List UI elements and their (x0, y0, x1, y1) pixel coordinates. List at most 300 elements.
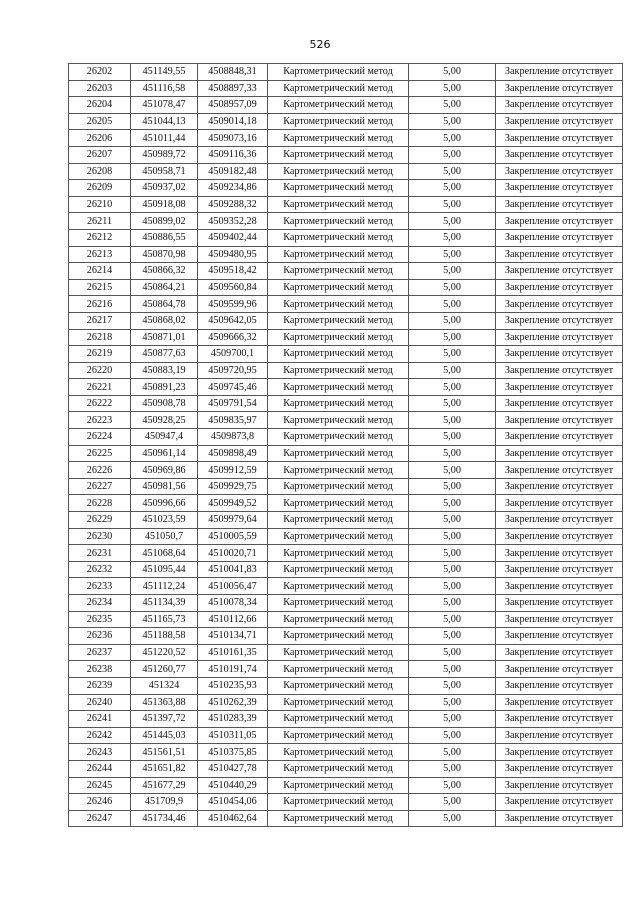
x-coordinate-cell: 450908,78 (131, 395, 198, 412)
accuracy-cell: 5,00 (409, 495, 496, 512)
table-row (69, 595, 623, 612)
table-row (69, 362, 623, 379)
x-coordinate-cell: 450886,55 (131, 229, 198, 246)
y-coordinate-cell: 4509642,05 (198, 312, 268, 329)
x-coordinate-cell: 451260,77 (131, 661, 198, 678)
x-coordinate-cell: 451324 (131, 677, 198, 694)
x-coordinate-cell: 451149,55 (131, 64, 198, 81)
y-coordinate-cell: 4509480,95 (198, 246, 268, 263)
accuracy-cell: 5,00 (409, 180, 496, 197)
fixing-cell: Закрепление отсутствует (496, 445, 623, 462)
table-row (69, 346, 623, 363)
method-cell: Картометрический метод (268, 711, 409, 728)
x-coordinate-cell: 451050,7 (131, 528, 198, 545)
fixing-cell: Закрепление отсутствует (496, 545, 623, 562)
method-cell: Картометрический метод (268, 644, 409, 661)
fixing-cell: Закрепление отсутствует (496, 611, 623, 628)
accuracy-cell: 5,00 (409, 611, 496, 628)
table-row (69, 694, 623, 711)
table-row (69, 412, 623, 429)
accuracy-cell: 5,00 (409, 213, 496, 230)
x-coordinate-cell: 451445,03 (131, 727, 198, 744)
x-coordinate-cell: 451165,73 (131, 611, 198, 628)
table-row (69, 760, 623, 777)
table-row (69, 180, 623, 197)
table-row (69, 64, 623, 81)
accuracy-cell: 5,00 (409, 462, 496, 479)
point-number-cell: 26228 (69, 495, 131, 512)
y-coordinate-cell: 4509014,18 (198, 113, 268, 130)
accuracy-cell: 5,00 (409, 296, 496, 313)
accuracy-cell: 5,00 (409, 744, 496, 761)
point-number-cell: 26214 (69, 263, 131, 280)
point-number-cell: 26204 (69, 97, 131, 114)
table-row (69, 711, 623, 728)
method-cell: Картометрический метод (268, 97, 409, 114)
method-cell: Картометрический метод (268, 395, 409, 412)
table-row (69, 744, 623, 761)
y-coordinate-cell: 4510078,34 (198, 595, 268, 612)
accuracy-cell: 5,00 (409, 80, 496, 97)
accuracy-cell: 5,00 (409, 644, 496, 661)
x-coordinate-cell: 450870,98 (131, 246, 198, 263)
point-number-cell: 26203 (69, 80, 131, 97)
x-coordinate-cell: 451561,51 (131, 744, 198, 761)
method-cell: Картометрический метод (268, 130, 409, 147)
y-coordinate-cell: 4509898,49 (198, 445, 268, 462)
method-cell: Картометрический метод (268, 628, 409, 645)
accuracy-cell: 5,00 (409, 395, 496, 412)
fixing-cell: Закрепление отсутствует (496, 279, 623, 296)
page-number: 526 (309, 38, 331, 51)
point-number-cell: 26241 (69, 711, 131, 728)
x-coordinate-cell: 451651,82 (131, 760, 198, 777)
method-cell: Картометрический метод (268, 263, 409, 280)
method-cell: Картометрический метод (268, 578, 409, 595)
point-number-cell: 26231 (69, 545, 131, 562)
x-coordinate-cell: 450961,14 (131, 445, 198, 462)
fixing-cell: Закрепление отсутствует (496, 362, 623, 379)
fixing-cell: Закрепление отсутствует (496, 628, 623, 645)
method-cell: Картометрический метод (268, 512, 409, 529)
accuracy-cell: 5,00 (409, 412, 496, 429)
point-number-cell: 26217 (69, 312, 131, 329)
accuracy-cell: 5,00 (409, 727, 496, 744)
y-coordinate-cell: 4510235,93 (198, 677, 268, 694)
accuracy-cell: 5,00 (409, 578, 496, 595)
method-cell: Картометрический метод (268, 727, 409, 744)
point-number-cell: 26246 (69, 794, 131, 811)
fixing-cell: Закрепление отсутствует (496, 760, 623, 777)
method-cell: Картометрический метод (268, 528, 409, 545)
accuracy-cell: 5,00 (409, 561, 496, 578)
x-coordinate-cell: 450864,21 (131, 279, 198, 296)
y-coordinate-cell: 4510112,66 (198, 611, 268, 628)
method-cell: Картометрический метод (268, 279, 409, 296)
y-coordinate-cell: 4510454,06 (198, 794, 268, 811)
method-cell: Картометрический метод (268, 744, 409, 761)
accuracy-cell: 5,00 (409, 97, 496, 114)
table-row (69, 777, 623, 794)
point-number-cell: 26234 (69, 595, 131, 612)
fixing-cell: Закрепление отсутствует (496, 395, 623, 412)
table-row (69, 97, 623, 114)
y-coordinate-cell: 4509791,54 (198, 395, 268, 412)
method-cell: Картометрический метод (268, 478, 409, 495)
accuracy-cell: 5,00 (409, 528, 496, 545)
point-number-cell: 26238 (69, 661, 131, 678)
accuracy-cell: 5,00 (409, 694, 496, 711)
point-number-cell: 26213 (69, 246, 131, 263)
method-cell: Картометрический метод (268, 379, 409, 396)
fixing-cell: Закрепление отсутствует (496, 229, 623, 246)
point-number-cell: 26205 (69, 113, 131, 130)
y-coordinate-cell: 4509745,46 (198, 379, 268, 396)
fixing-cell: Закрепление отсутствует (496, 263, 623, 280)
y-coordinate-cell: 4509560,84 (198, 279, 268, 296)
point-number-cell: 26211 (69, 213, 131, 230)
point-number-cell: 26221 (69, 379, 131, 396)
point-number-cell: 26235 (69, 611, 131, 628)
method-cell: Картометрический метод (268, 661, 409, 678)
y-coordinate-cell: 4509288,32 (198, 196, 268, 213)
y-coordinate-cell: 4508848,31 (198, 64, 268, 81)
point-number-cell: 26210 (69, 196, 131, 213)
method-cell: Картометрический метод (268, 213, 409, 230)
fixing-cell: Закрепление отсутствует (496, 213, 623, 230)
fixing-cell: Закрепление отсутствует (496, 694, 623, 711)
point-number-cell: 26209 (69, 180, 131, 197)
x-coordinate-cell: 451709,9 (131, 794, 198, 811)
y-coordinate-cell: 4509720,95 (198, 362, 268, 379)
x-coordinate-cell: 451188,58 (131, 628, 198, 645)
table-row (69, 296, 623, 313)
method-cell: Картометрический метод (268, 246, 409, 263)
accuracy-cell: 5,00 (409, 346, 496, 363)
x-coordinate-cell: 450866,32 (131, 263, 198, 280)
fixing-cell: Закрепление отсутствует (496, 495, 623, 512)
point-number-cell: 26244 (69, 760, 131, 777)
fixing-cell: Закрепление отсутствует (496, 329, 623, 346)
table-row (69, 163, 623, 180)
y-coordinate-cell: 4508957,09 (198, 97, 268, 114)
accuracy-cell: 5,00 (409, 794, 496, 811)
method-cell: Картометрический метод (268, 777, 409, 794)
table-row (69, 495, 623, 512)
accuracy-cell: 5,00 (409, 512, 496, 529)
table-row (69, 130, 623, 147)
x-coordinate-cell: 451116,58 (131, 80, 198, 97)
method-cell: Картометрический метод (268, 196, 409, 213)
fixing-cell: Закрепление отсутствует (496, 64, 623, 81)
point-number-cell: 26242 (69, 727, 131, 744)
y-coordinate-cell: 4509116,36 (198, 146, 268, 163)
fixing-cell: Закрепление отсутствует (496, 412, 623, 429)
table-row (69, 810, 623, 827)
x-coordinate-cell: 450918,08 (131, 196, 198, 213)
y-coordinate-cell: 4509599,96 (198, 296, 268, 313)
x-coordinate-cell: 450928,25 (131, 412, 198, 429)
y-coordinate-cell: 4509073,16 (198, 130, 268, 147)
point-number-cell: 26230 (69, 528, 131, 545)
y-coordinate-cell: 4510161,35 (198, 644, 268, 661)
fixing-cell: Закрепление отсутствует (496, 711, 623, 728)
method-cell: Картометрический метод (268, 429, 409, 446)
accuracy-cell: 5,00 (409, 595, 496, 612)
point-number-cell: 26227 (69, 478, 131, 495)
accuracy-cell: 5,00 (409, 429, 496, 446)
x-coordinate-cell: 450958,71 (131, 163, 198, 180)
accuracy-cell: 5,00 (409, 379, 496, 396)
y-coordinate-cell: 4509234,86 (198, 180, 268, 197)
table-row (69, 478, 623, 495)
table-row (69, 445, 623, 462)
y-coordinate-cell: 4510283,39 (198, 711, 268, 728)
accuracy-cell: 5,00 (409, 279, 496, 296)
x-coordinate-cell: 451011,44 (131, 130, 198, 147)
y-coordinate-cell: 4509873,8 (198, 429, 268, 446)
method-cell: Картометрический метод (268, 561, 409, 578)
accuracy-cell: 5,00 (409, 196, 496, 213)
table-row (69, 229, 623, 246)
y-coordinate-cell: 4509835,97 (198, 412, 268, 429)
table-row (69, 661, 623, 678)
table-row (69, 512, 623, 529)
method-cell: Картометрический метод (268, 146, 409, 163)
fixing-cell: Закрепление отсутствует (496, 346, 623, 363)
y-coordinate-cell: 4510041,83 (198, 561, 268, 578)
table-row (69, 395, 623, 412)
table-row (69, 528, 623, 545)
y-coordinate-cell: 4509912,59 (198, 462, 268, 479)
fixing-cell: Закрепление отсутствует (496, 146, 623, 163)
method-cell: Картометрический метод (268, 545, 409, 562)
accuracy-cell: 5,00 (409, 777, 496, 794)
y-coordinate-cell: 4510462,64 (198, 810, 268, 827)
x-coordinate-cell: 450864,78 (131, 296, 198, 313)
fixing-cell: Закрепление отсутствует (496, 644, 623, 661)
fixing-cell: Закрепление отсутствует (496, 462, 623, 479)
table-row (69, 727, 623, 744)
point-number-cell: 26202 (69, 64, 131, 81)
table-row (69, 312, 623, 329)
method-cell: Картометрический метод (268, 312, 409, 329)
method-cell: Картометрический метод (268, 760, 409, 777)
method-cell: Картометрический метод (268, 163, 409, 180)
accuracy-cell: 5,00 (409, 628, 496, 645)
accuracy-cell: 5,00 (409, 263, 496, 280)
accuracy-cell: 5,00 (409, 478, 496, 495)
x-coordinate-cell: 451112,24 (131, 578, 198, 595)
fixing-cell: Закрепление отсутствует (496, 744, 623, 761)
method-cell: Картометрический метод (268, 462, 409, 479)
accuracy-cell: 5,00 (409, 362, 496, 379)
table-row (69, 80, 623, 97)
fixing-cell: Закрепление отсутствует (496, 794, 623, 811)
point-number-cell: 26224 (69, 429, 131, 446)
point-number-cell: 26243 (69, 744, 131, 761)
x-coordinate-cell: 451134,39 (131, 595, 198, 612)
fixing-cell: Закрепление отсутствует (496, 777, 623, 794)
accuracy-cell: 5,00 (409, 545, 496, 562)
y-coordinate-cell: 4510311,05 (198, 727, 268, 744)
x-coordinate-cell: 450989,72 (131, 146, 198, 163)
point-number-cell: 26208 (69, 163, 131, 180)
y-coordinate-cell: 4510262,39 (198, 694, 268, 711)
point-number-cell: 26223 (69, 412, 131, 429)
method-cell: Картометрический метод (268, 445, 409, 462)
point-number-cell: 26206 (69, 130, 131, 147)
point-number-cell: 26222 (69, 395, 131, 412)
accuracy-cell: 5,00 (409, 163, 496, 180)
point-number-cell: 26215 (69, 279, 131, 296)
method-cell: Картометрический метод (268, 180, 409, 197)
x-coordinate-cell: 450883,19 (131, 362, 198, 379)
accuracy-cell: 5,00 (409, 130, 496, 147)
point-number-cell: 26219 (69, 346, 131, 363)
y-coordinate-cell: 4509700,1 (198, 346, 268, 363)
fixing-cell: Закрепление отсутствует (496, 595, 623, 612)
fixing-cell: Закрепление отсутствует (496, 429, 623, 446)
table-row (69, 146, 623, 163)
point-number-cell: 26207 (69, 146, 131, 163)
method-cell: Картометрический метод (268, 80, 409, 97)
y-coordinate-cell: 4510440,29 (198, 777, 268, 794)
method-cell: Картометрический метод (268, 362, 409, 379)
method-cell: Картометрический метод (268, 495, 409, 512)
method-cell: Картометрический метод (268, 794, 409, 811)
method-cell: Картометрический метод (268, 346, 409, 363)
method-cell: Картометрический метод (268, 694, 409, 711)
fixing-cell: Закрепление отсутствует (496, 180, 623, 197)
method-cell: Картометрический метод (268, 64, 409, 81)
table-row (69, 794, 623, 811)
fixing-cell: Закрепление отсутствует (496, 80, 623, 97)
method-cell: Картометрический метод (268, 810, 409, 827)
fixing-cell: Закрепление отсутствует (496, 478, 623, 495)
table-row (69, 462, 623, 479)
y-coordinate-cell: 4509929,75 (198, 478, 268, 495)
fixing-cell: Закрепление отсутствует (496, 196, 623, 213)
fixing-cell: Закрепление отсутствует (496, 727, 623, 744)
table-row (69, 545, 623, 562)
y-coordinate-cell: 4509979,64 (198, 512, 268, 529)
x-coordinate-cell: 451363,88 (131, 694, 198, 711)
x-coordinate-cell: 451023,59 (131, 512, 198, 529)
y-coordinate-cell: 4510375,85 (198, 744, 268, 761)
x-coordinate-cell: 450899,02 (131, 213, 198, 230)
y-coordinate-cell: 4509518,42 (198, 263, 268, 280)
point-number-cell: 26212 (69, 229, 131, 246)
y-coordinate-cell: 4510020,71 (198, 545, 268, 562)
fixing-cell: Закрепление отсутствует (496, 312, 623, 329)
table-row (69, 213, 623, 230)
accuracy-cell: 5,00 (409, 229, 496, 246)
table-row (69, 263, 623, 280)
point-number-cell: 26240 (69, 694, 131, 711)
point-number-cell: 26239 (69, 677, 131, 694)
accuracy-cell: 5,00 (409, 677, 496, 694)
fixing-cell: Закрепление отсутствует (496, 163, 623, 180)
coordinates-table-body (69, 64, 623, 827)
y-coordinate-cell: 4509666,32 (198, 329, 268, 346)
fixing-cell: Закрепление отсутствует (496, 113, 623, 130)
x-coordinate-cell: 451078,47 (131, 97, 198, 114)
x-coordinate-cell: 451068,64 (131, 545, 198, 562)
x-coordinate-cell: 450868,02 (131, 312, 198, 329)
fixing-cell: Закрепление отсутствует (496, 512, 623, 529)
accuracy-cell: 5,00 (409, 445, 496, 462)
table-row (69, 379, 623, 396)
x-coordinate-cell: 450871,01 (131, 329, 198, 346)
x-coordinate-cell: 450891,23 (131, 379, 198, 396)
method-cell: Картометрический метод (268, 611, 409, 628)
fixing-cell: Закрепление отсутствует (496, 810, 623, 827)
y-coordinate-cell: 4510005,59 (198, 528, 268, 545)
point-number-cell: 26247 (69, 810, 131, 827)
y-coordinate-cell: 4508897,33 (198, 80, 268, 97)
y-coordinate-cell: 4510056,47 (198, 578, 268, 595)
point-number-cell: 26233 (69, 578, 131, 595)
fixing-cell: Закрепление отсутствует (496, 561, 623, 578)
accuracy-cell: 5,00 (409, 661, 496, 678)
point-number-cell: 26232 (69, 561, 131, 578)
method-cell: Картометрический метод (268, 296, 409, 313)
point-number-cell: 26226 (69, 462, 131, 479)
x-coordinate-cell: 450981,56 (131, 478, 198, 495)
table-row (69, 196, 623, 213)
accuracy-cell: 5,00 (409, 312, 496, 329)
x-coordinate-cell: 451397,72 (131, 711, 198, 728)
method-cell: Картометрический метод (268, 595, 409, 612)
point-number-cell: 26218 (69, 329, 131, 346)
accuracy-cell: 5,00 (409, 64, 496, 81)
point-number-cell: 26225 (69, 445, 131, 462)
point-number-cell: 26245 (69, 777, 131, 794)
point-number-cell: 26220 (69, 362, 131, 379)
table-row (69, 329, 623, 346)
x-coordinate-cell: 451677,29 (131, 777, 198, 794)
table-row (69, 561, 623, 578)
accuracy-cell: 5,00 (409, 246, 496, 263)
y-coordinate-cell: 4510191,74 (198, 661, 268, 678)
table-row (69, 611, 623, 628)
y-coordinate-cell: 4509949,52 (198, 495, 268, 512)
x-coordinate-cell: 450947,4 (131, 429, 198, 446)
point-number-cell: 26236 (69, 628, 131, 645)
fixing-cell: Закрепление отсутствует (496, 677, 623, 694)
fixing-cell: Закрепление отсутствует (496, 246, 623, 263)
point-number-cell: 26216 (69, 296, 131, 313)
accuracy-cell: 5,00 (409, 329, 496, 346)
table-row (69, 429, 623, 446)
y-coordinate-cell: 4510134,71 (198, 628, 268, 645)
method-cell: Картометрический метод (268, 113, 409, 130)
table-row (69, 246, 623, 263)
x-coordinate-cell: 450969,86 (131, 462, 198, 479)
point-number-cell: 26237 (69, 644, 131, 661)
table-row (69, 279, 623, 296)
fixing-cell: Закрепление отсутствует (496, 661, 623, 678)
fixing-cell: Закрепление отсутствует (496, 528, 623, 545)
accuracy-cell: 5,00 (409, 760, 496, 777)
table-row (69, 578, 623, 595)
accuracy-cell: 5,00 (409, 711, 496, 728)
table-row (69, 677, 623, 694)
x-coordinate-cell: 451044,13 (131, 113, 198, 130)
fixing-cell: Закрепление отсутствует (496, 97, 623, 114)
fixing-cell: Закрепление отсутствует (496, 130, 623, 147)
